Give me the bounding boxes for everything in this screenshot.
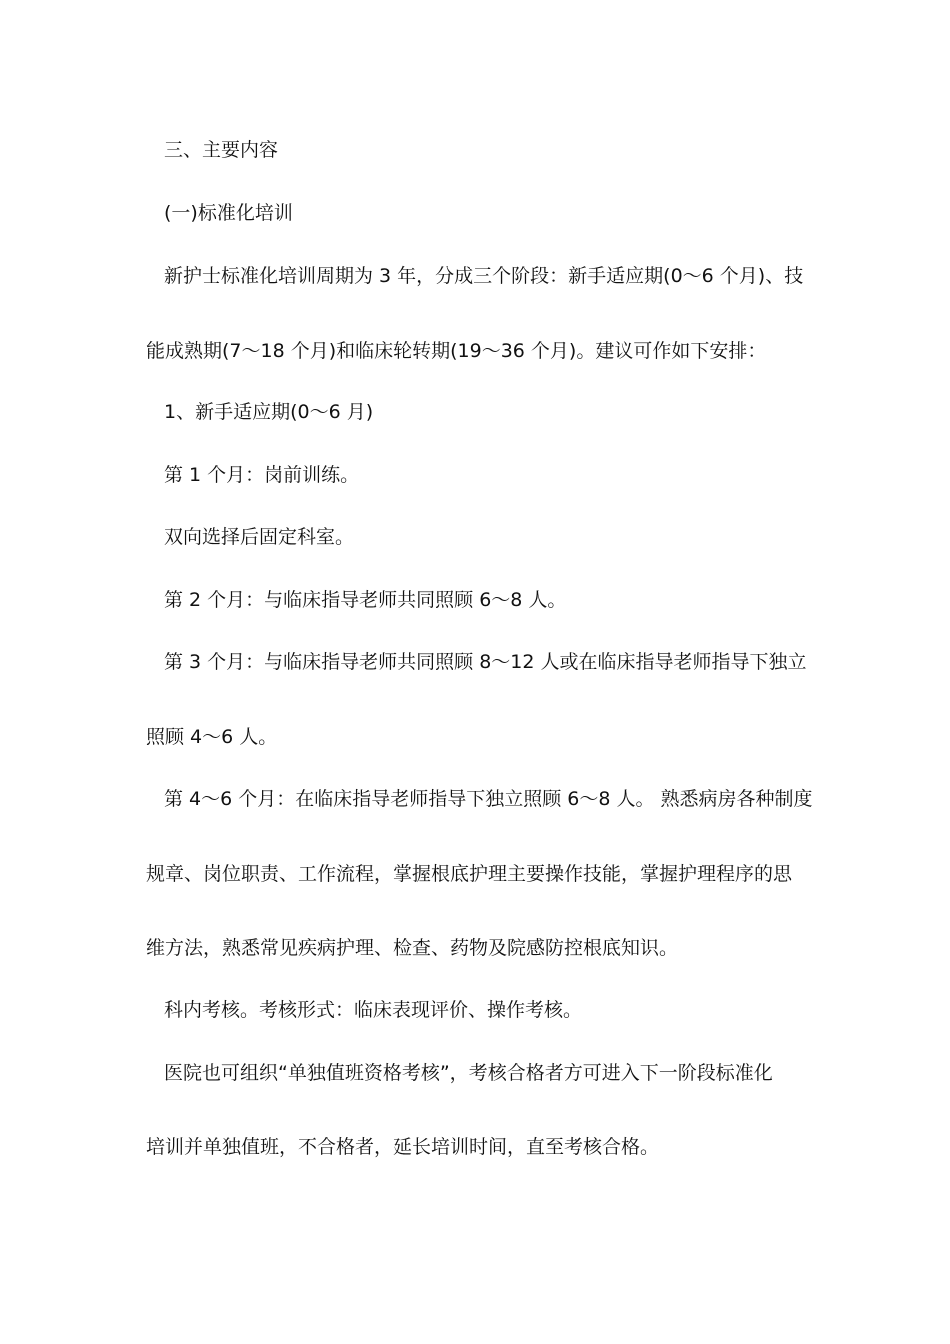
section-heading: 三、主要内容 [164,139,279,161]
subsection-heading: (一)标准化培训 [164,202,293,224]
paragraph-line: 科内考核。考核形式：临床表现评价、操作考核。 [164,999,583,1021]
paragraph-line: 双向选择后固定科室。 [164,526,355,548]
paragraph-line: 第 4～6 个月：在临床指导老师指导下独立照顾 6～8 人。 熟悉病房各种制度 [164,788,813,810]
paragraph-line: 医院也可组织“单独值班资格考核”，考核合格者方可进入下一阶段标准化 [164,1062,773,1084]
paragraph-line: 维方法，熟悉常见疾病护理、检查、药物及院感防控根底知识。 [146,937,679,959]
paragraph-line: 新护士标准化培训周期为 3 年，分成三个阶段：新手适应期(0～6 个月)、技 [164,265,804,287]
paragraph-line: 培训并单独值班，不合格者，延长培训时间，直至考核合格。 [146,1136,660,1158]
paragraph-line: 第 1 个月：岗前训练。 [164,464,360,486]
paragraph-line: 规章、岗位职责、工作流程，掌握根底护理主要操作技能，掌握护理程序的思 [146,863,793,885]
paragraph-line: 照顾 4～6 人。 [146,726,278,748]
paragraph-line: 能成熟期(7～18 个月)和临床轮转期(19～36 个月)。建议可作如下安排： [146,340,767,362]
subsection-item-heading: 1、新手适应期(0～6 月) [164,401,374,423]
paragraph-line: 第 3 个月：与临床指导老师共同照顾 8～12 人或在临床指导老师指导下独立 [164,651,807,673]
paragraph-line: 第 2 个月：与临床指导老师共同照顾 6～8 人。 [164,589,567,611]
